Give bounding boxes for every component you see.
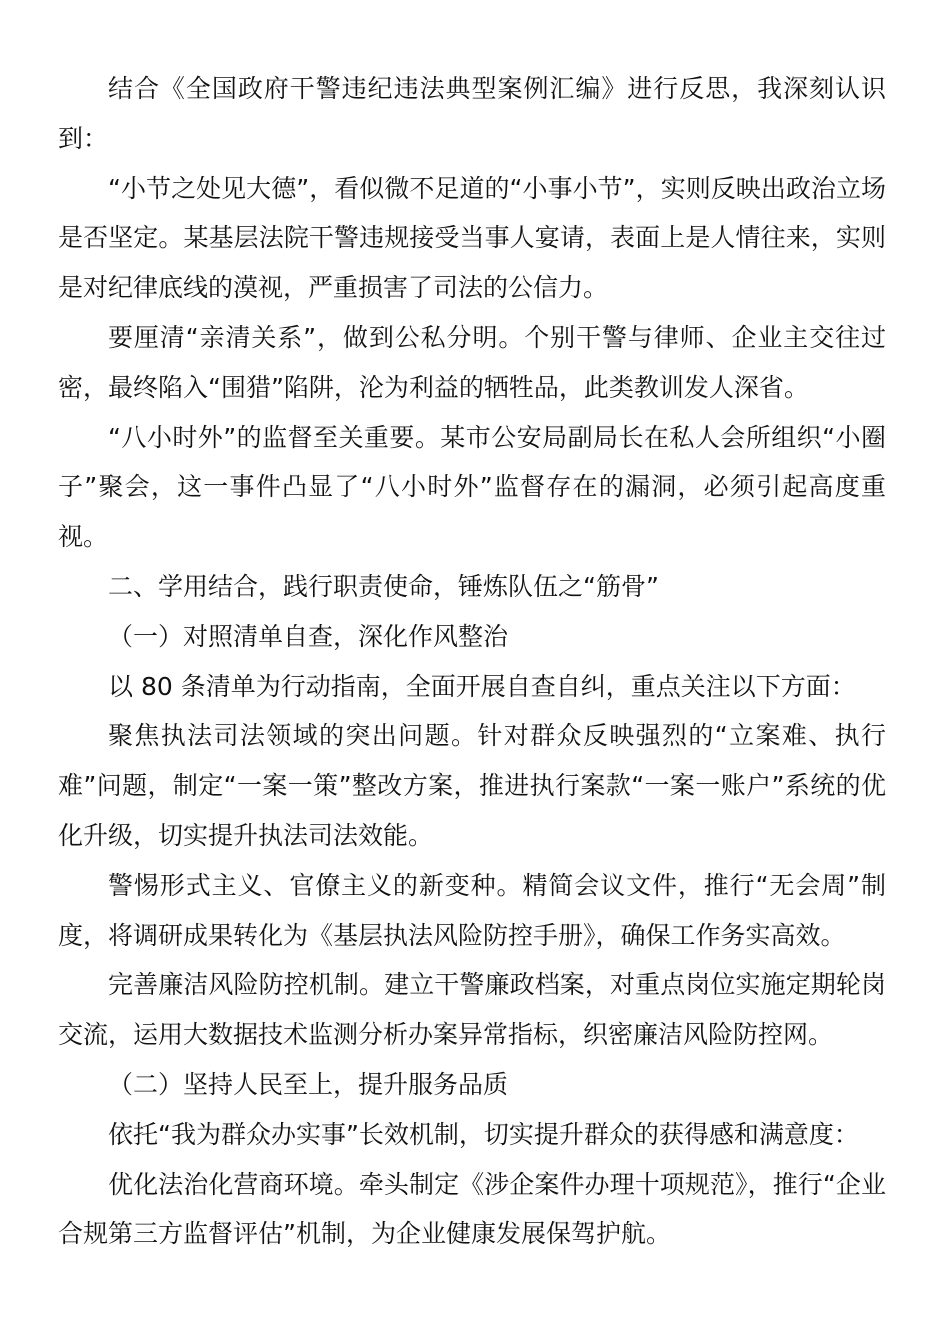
paragraph-law-enforcement-issues: 聚焦执法司法领域的突出问题。针对群众反映强烈的“立案难、执行难”问题，制定“一案一策”整改方案，推进执行案款“一案一账户”系统的优化升级，切实提升执法司法效能。 bbox=[58, 721, 886, 850]
paragraph-service-mechanism: 依托“我为群众办实事”长效机制，切实提升群众的获得感和满意度： bbox=[108, 1119, 859, 1149]
paragraph-formalism-warning: 警惕形式主义、官僚主义的新变种。精简会议文件，推行“无会周”制度，将调研成果转化为《基层执法风险防控手册》，确保工作务实高效。 bbox=[58, 870, 886, 950]
section-heading-two: 二、学用结合，践行职责使命，锤炼队伍之“筋骨” bbox=[108, 571, 659, 601]
subsection-heading-two: （二）坚持人民至上，提升服务品质 bbox=[108, 1069, 509, 1099]
paragraph-business-environment: 优化法治化营商环境。牵头制定《涉企案件办理十项规范》，推行“企业合规第三方监督评估”机制，为企业健康发展保驾护航。 bbox=[58, 1169, 886, 1249]
paragraph-reflection-intro: 结合《全国政府干警违纪违法典型案例汇编》进行反思，我深刻认识到： bbox=[58, 74, 886, 153]
paragraph-clean-relations: 要厘清“亲清关系”，做到公私分明。个别干警与律师、企业主交往过密，最终陷入“围猎”陷阱，沦为利益的牺牲品，此类教训发人深省。 bbox=[58, 322, 886, 402]
paragraph-checklist-guide: 以 80 条清单为行动指南，全面开展自查自纠，重点关注以下方面： bbox=[108, 671, 856, 701]
paragraph-integrity-risk: 完善廉洁风险防控机制。建立干警廉政档案，对重点岗位实施定期轮岗交流，运用大数据技术监测分析办案异常指标，织密廉洁风险防控网。 bbox=[58, 970, 886, 1050]
document-page bbox=[58, 64, 886, 1259]
subsection-heading-one: （一）对照清单自查，深化作风整治 bbox=[108, 621, 509, 651]
paragraph-after-hours-supervision: “八小时外”的监督至关重要。某市公安局副局长在私人会所组织“小圈子”聚会，这一事件凸显了“八小时外”监督存在的漏洞，必须引起高度重视。 bbox=[58, 422, 886, 552]
paragraph-small-details: “小节之处见大德”，看似微不足道的“小事小节”，实则反映出政治立场是否坚定。某基层法院干警违规接受当事人宴请，表面上是人情往来，实则是对纪律底线的漠视，严重损害了司法的公信力。 bbox=[58, 173, 886, 303]
